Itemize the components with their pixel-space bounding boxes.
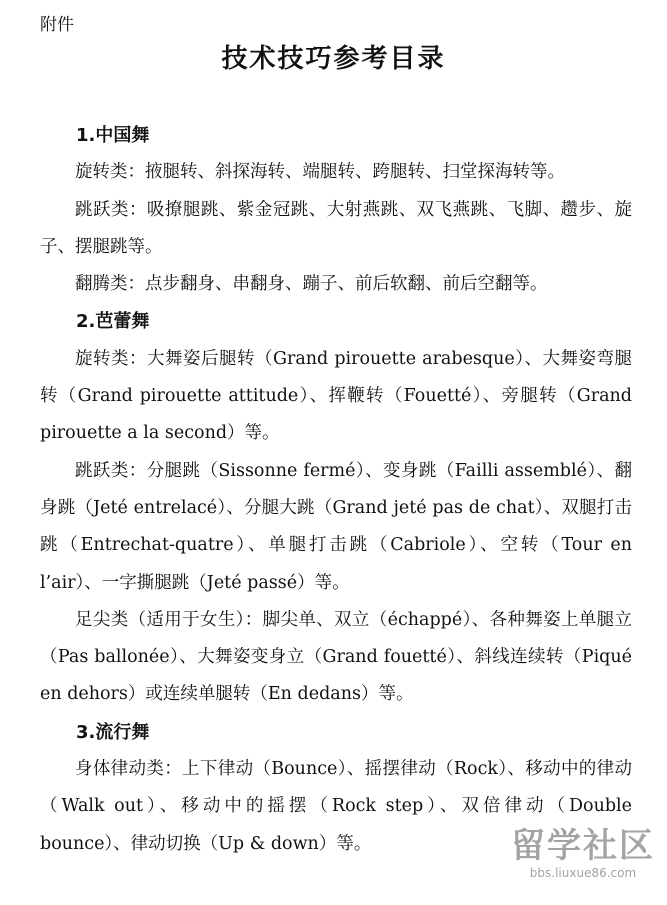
document-body xyxy=(40,117,632,863)
watermark-logo-text: 留学社区 xyxy=(511,826,655,866)
paragraph-rotation: 旋转类：大舞姿后腿转（Grand pirouette arabesque）、大舞姿弯腿转（Grand pirouette attitude）、挥鞭转（Fouetté）、旁腿转（Grand pirouette a la second）等。 xyxy=(40,348,632,444)
section-heading-chinese-dance: 1.中国舞 xyxy=(76,125,150,146)
paragraph-groove: 身体律动类：上下律动（Bounce）、摇摆律动（Rock）、移动中的律动（Walk out）、移动中的摇摆（Rock step）、双倍律动（Double bounce）、律动切换（Up & down）等。 xyxy=(40,759,632,854)
watermark-url: bbs.liuxue86.com xyxy=(529,866,637,880)
section-heading-street-dance: 3.流行舞 xyxy=(76,721,150,743)
section-heading-ballet: 2.芭蕾舞 xyxy=(76,311,150,333)
paragraph-tumbling: 翻腾类：点步翻身、串翻身、蹦子、前后软翻、前后空翻等。 xyxy=(75,274,548,295)
paragraph-pointe: 足尖类（适用于女生）：脚尖单、双立（échappé）、各种舞姿上单腿立（Pas ballonée）、大舞姿变身立（Grand fouetté）、斜线连续转（Piqué en dehors）或连续单腿转（En dedans）等。 xyxy=(40,609,632,705)
watermark xyxy=(511,826,655,880)
paragraph-jumps: 跳跃类：吸撩腿跳、紫金冠跳、大射燕跳、双飞燕跳、飞脚、趱步、旋子、摆腿跳等。 xyxy=(40,199,632,257)
attachment-label: 附件 xyxy=(40,15,74,35)
paragraph-rotation: 旋转类：掖腿转、斜探海转、端腿转、跨腿转、扫堂探海转等。 xyxy=(75,162,565,183)
page-title: 技术技巧参考目录 xyxy=(221,44,446,74)
paragraph-jumps: 跳跃类：分腿跳（Sissonne fermé）、变身跳（Failli assemblé）、翻身跳（Jeté entrelacé）、分腿大跳（Grand jeté pas de chat）、双腿打击跳（Entrechat-quatre）、单腿打击跳（Cabriole）、空转（Tour en l’air）、一字撕腿跳（Jeté passé）等。 xyxy=(40,460,632,593)
